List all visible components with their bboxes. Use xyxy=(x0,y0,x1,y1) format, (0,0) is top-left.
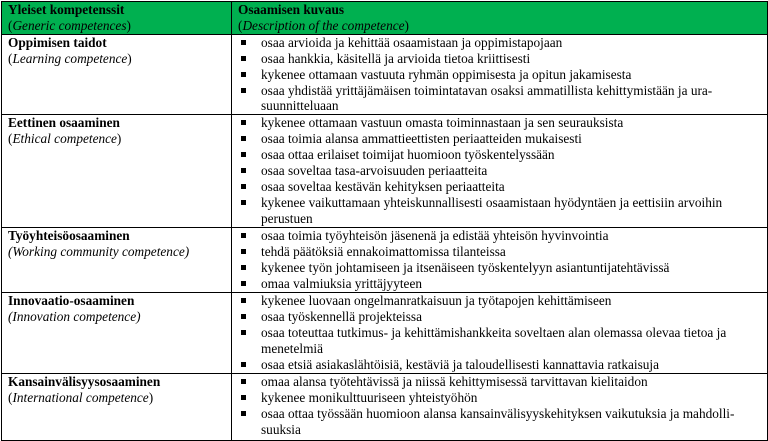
competence-title: Oppimisen taidot xyxy=(8,34,107,50)
competence-description-cell xyxy=(232,115,768,228)
competence-name-cell: Eettinen osaaminen (Ethical competence) xyxy=(2,115,232,228)
square-bullet-icon xyxy=(241,298,246,303)
list-item-text: osaa työskennellä projekteissa xyxy=(261,309,422,325)
list-item xyxy=(238,325,763,357)
list-item-text: tehdä päätöksiä ennakoimattomissa tilanteissa xyxy=(261,244,506,260)
list-item-text: osaa arvioida ja kehittää osaamistaan ja oppimistapojaan xyxy=(261,34,563,50)
competence-name-cell: Kansainvälisyysosaaminen (International competence) xyxy=(2,373,232,440)
list-item xyxy=(238,406,763,438)
competence-list xyxy=(238,35,763,115)
list-item xyxy=(238,390,763,406)
list-item-text: osaa etsiä asiakaslähtöisiä, kestäviä ja taloudellisesti kannattavia ratkaisuja xyxy=(261,356,660,372)
list-item xyxy=(238,228,763,244)
list-item xyxy=(238,179,763,195)
list-item-text: kykenee ottamaan vastuuta ryhmän oppimisesta ja opitun jakamisesta xyxy=(261,66,632,82)
competence-description-cell xyxy=(232,34,768,115)
square-bullet-icon xyxy=(241,379,246,384)
competence-row xyxy=(2,34,768,115)
competence-name-cell xyxy=(2,228,232,293)
header-description: Osaamisen kuvaus (Description of the competence) xyxy=(232,2,768,35)
competence-list xyxy=(238,115,763,226)
list-item-text: osaa soveltaa kestävän kehityksen periaatteita xyxy=(261,178,505,194)
square-bullet-icon xyxy=(241,136,246,141)
square-bullet-icon xyxy=(241,249,246,254)
competence-row xyxy=(2,293,768,374)
list-item-text: osaa hankkia, käsitellä ja arvioida tietoa kriittisesti xyxy=(261,50,531,66)
competence-list xyxy=(238,228,763,292)
list-item xyxy=(238,293,763,309)
competence-title: Kansainvälisyysosaaminen xyxy=(8,373,161,389)
square-bullet-icon xyxy=(241,200,246,205)
competence-list xyxy=(238,293,763,373)
list-item xyxy=(238,309,763,325)
list-item-text: osaa toimia työyhteisön jäsenenä ja edistää yhteisön hyvinvointia xyxy=(261,228,609,244)
competence-name-cell: Oppimisen taidot (Learning competence) xyxy=(2,34,232,115)
competence-subtitle: Learning competence xyxy=(12,50,128,66)
square-bullet-icon xyxy=(241,265,246,270)
competence-list xyxy=(238,374,763,438)
square-bullet-icon xyxy=(241,88,246,93)
list-item-text: kykenee monikulttuuriseen yhteistyöhön xyxy=(261,389,478,405)
list-item-text: osaa toteuttaa tutkimus- ja kehittämishankkeita soveltaen alan olemassa olevaa tietoa ja menetelmiä xyxy=(261,325,727,357)
square-bullet-icon xyxy=(241,184,246,189)
header-col1-subtitle: Generic competences xyxy=(12,17,127,33)
square-bullet-icon xyxy=(241,72,246,77)
header-col2-title: Osaamisen kuvaus xyxy=(238,2,345,17)
list-item-text: omaa alansa työtehtävissä ja niissä kehittymisessä tarvittavan kielitaidon xyxy=(261,373,648,389)
square-bullet-icon xyxy=(241,56,246,61)
square-bullet-icon xyxy=(241,168,246,173)
list-item-text: osaa yhdistää yrittäjämäisen toimintatavan osaksi ammatillista kehittymistään ja ura-suunnitteluaan xyxy=(261,82,713,114)
list-item xyxy=(238,115,763,131)
square-bullet-icon xyxy=(241,233,246,238)
list-item xyxy=(238,244,763,260)
list-item xyxy=(238,51,763,67)
header-col2-subtitle: Description of the competence xyxy=(242,17,405,33)
list-item xyxy=(238,357,763,373)
square-bullet-icon xyxy=(241,330,246,335)
list-item xyxy=(238,163,763,179)
list-item-text: kykenee luovaan ongelmanratkaisuun ja työtapojen kehittämiseen xyxy=(261,293,612,309)
square-bullet-icon xyxy=(241,120,246,125)
list-item-text: kykenee vaikuttamaan yhteiskunnallisesti osaamistaan hyödyntäen ja eettisiin arvoihin perustuen xyxy=(261,194,723,226)
competence-title: Työyhteisöosaaminen xyxy=(8,228,130,244)
square-bullet-icon xyxy=(241,362,246,367)
list-item-text: kykenee työn johtamiseen ja itsenäiseen työskentelyyn asiantuntijatehtävissä xyxy=(261,260,670,276)
competence-description-cell xyxy=(232,228,768,293)
list-item xyxy=(238,276,763,292)
list-item-text: osaa soveltaa tasa-arvoisuuden periaatteita xyxy=(261,163,488,179)
square-bullet-icon xyxy=(241,40,246,45)
list-item-text: osaa ottaa työssään huomioon alansa kansainvälisyyskehityksen vaikutuksia ja mahdolli-suuksia xyxy=(261,405,735,437)
competence-subtitle: International competence xyxy=(12,389,149,405)
list-item xyxy=(238,147,763,163)
competence-row xyxy=(2,228,768,293)
competence-description-cell xyxy=(232,293,768,374)
header-row xyxy=(2,2,768,35)
list-item xyxy=(238,83,763,115)
list-item-text: osaa toimia alansa ammattieettisten periaatteiden mukaisesti xyxy=(261,131,582,147)
list-item xyxy=(238,67,763,83)
competence-table xyxy=(1,1,768,441)
list-item xyxy=(238,374,763,390)
list-item xyxy=(238,260,763,276)
square-bullet-icon xyxy=(241,395,246,400)
header-col1-title: Yleiset kompetenssit xyxy=(8,2,125,17)
competence-title: Eettinen osaaminen xyxy=(8,115,120,131)
competence-description-cell xyxy=(232,373,768,440)
list-item-text: omaa valmiuksia yrittäjyyteen xyxy=(261,276,422,292)
square-bullet-icon xyxy=(241,281,246,286)
list-item xyxy=(238,131,763,147)
square-bullet-icon xyxy=(241,314,246,319)
square-bullet-icon xyxy=(241,411,246,416)
list-item xyxy=(238,35,763,51)
competence-subtitle: (Innovation competence) xyxy=(8,309,141,325)
list-item-text: kykenee ottamaan vastuun omasta toiminnastaan ja sen seurauksista xyxy=(261,115,624,131)
competence-subtitle: (Working community competence) xyxy=(8,244,190,260)
list-item xyxy=(238,195,763,227)
competence-name-cell xyxy=(2,293,232,374)
competence-title: Innovaatio-osaaminen xyxy=(8,293,135,309)
square-bullet-icon xyxy=(241,152,246,157)
competence-row xyxy=(2,373,768,440)
header-generic-competences: Yleiset kompetenssit (Generic competences) xyxy=(2,2,232,35)
competence-row xyxy=(2,115,768,228)
list-item-text: osaa ottaa erilaiset toimijat huomioon työskentelyssään xyxy=(261,147,555,163)
competence-subtitle: Ethical competence xyxy=(12,131,117,147)
